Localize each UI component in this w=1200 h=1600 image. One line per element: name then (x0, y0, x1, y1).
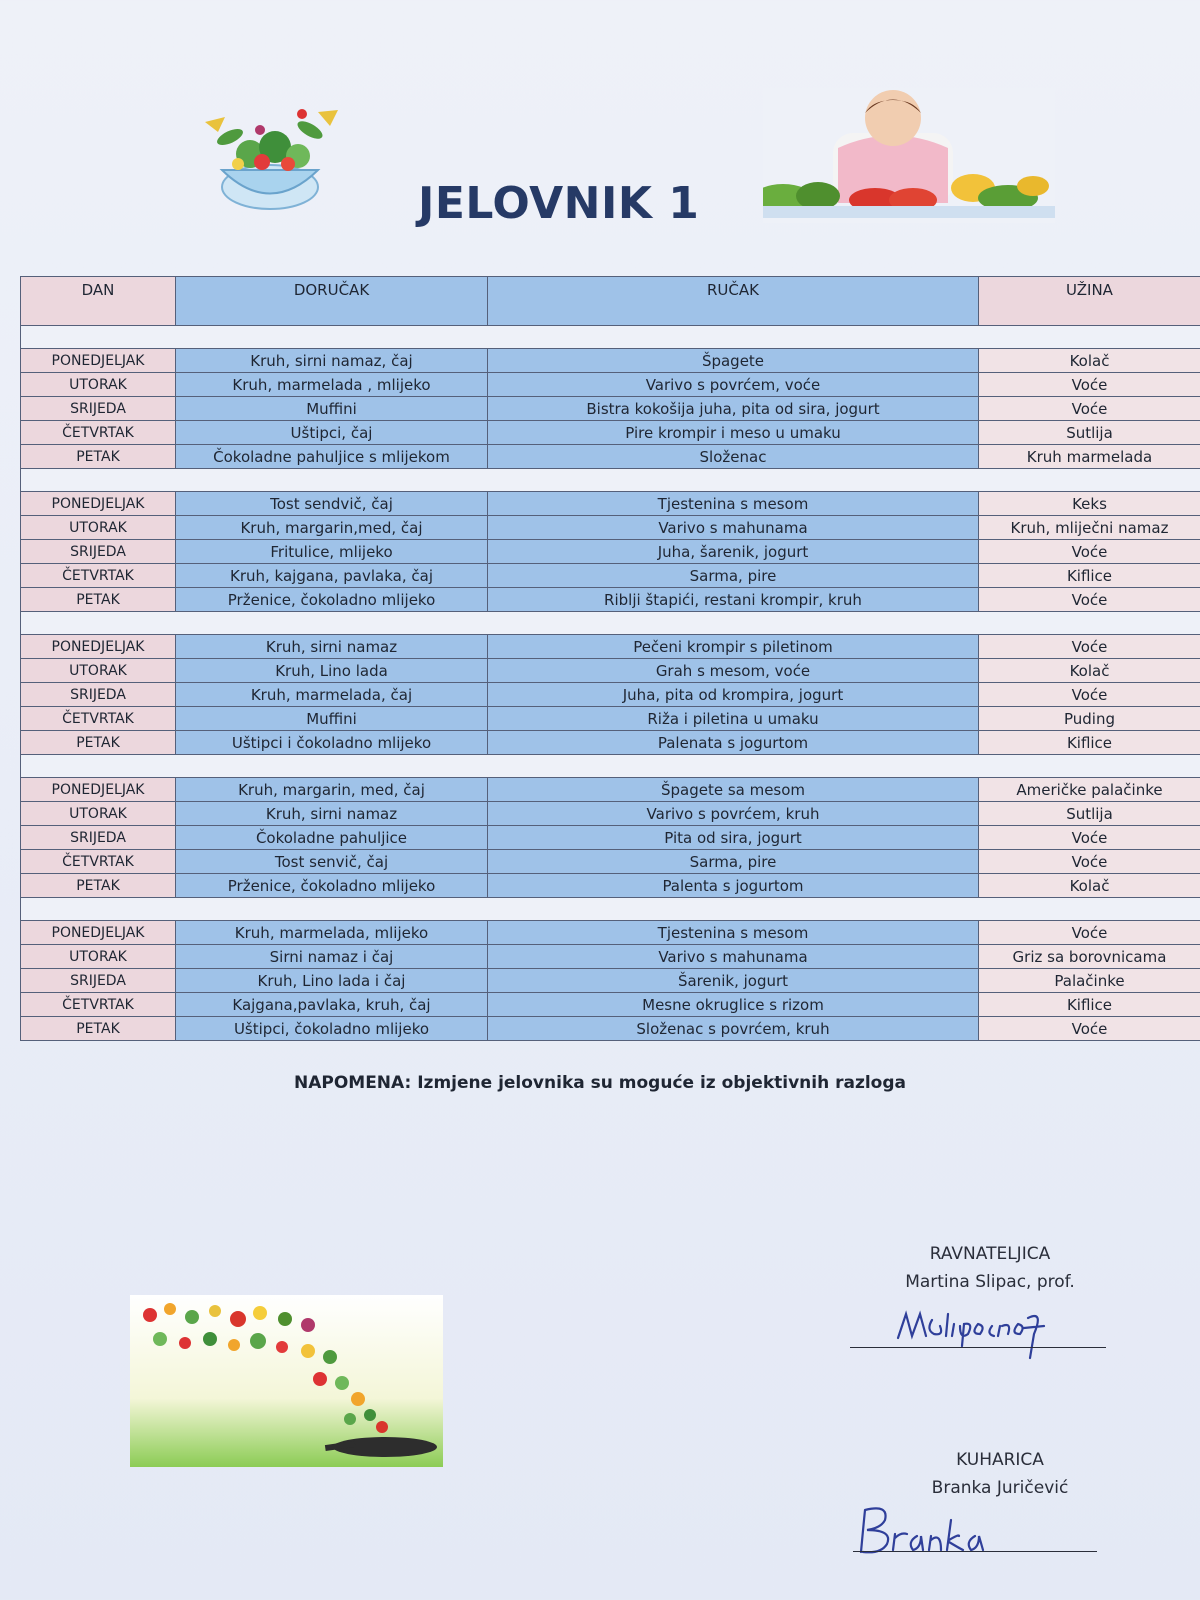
breakfast-cell: Čokoladne pahuljice s mlijekom (176, 445, 488, 469)
lunch-cell: Varivo s povrćem, voće (488, 373, 979, 397)
day-cell: UTORAK (21, 945, 176, 969)
header-dorucak: DORUČAK (176, 277, 488, 326)
table-row (21, 397, 1200, 421)
cook-name: Branka Juričević (931, 1478, 1069, 1498)
table-row (21, 516, 1200, 540)
day-cell: UTORAK (21, 373, 176, 397)
director-role: RAVNATELJICA (929, 1244, 1051, 1264)
lunch-cell: Šarenik, jogurt (488, 969, 979, 993)
lunch-cell: Varivo s mahunama (488, 945, 979, 969)
snack-cell: Voće (979, 588, 1200, 612)
lunch-cell: Pečeni krompir s piletinom (488, 635, 979, 659)
breakfast-cell: Sirni namaz i čaj (176, 945, 488, 969)
snack-cell: Kruh, mliječni namaz (979, 516, 1200, 540)
director-block (870, 1240, 1110, 1296)
day-cell: PONEDJELJAK (21, 349, 176, 373)
table-row (21, 659, 1200, 683)
snack-cell: Kiflice (979, 731, 1200, 755)
week-separator (21, 898, 1200, 921)
snack-cell: Voće (979, 540, 1200, 564)
breakfast-cell: Uštipci i čokoladno mlijeko (176, 731, 488, 755)
snack-cell: Kiflice (979, 564, 1200, 588)
salad-bowl-image (190, 92, 350, 217)
snack-cell: Sutlija (979, 802, 1200, 826)
day-cell: PETAK (21, 588, 176, 612)
table-row (21, 373, 1200, 397)
lunch-cell: Složenac (488, 445, 979, 469)
table-row (21, 707, 1200, 731)
separator-cell (21, 898, 1200, 921)
snack-cell: Kolač (979, 349, 1200, 373)
lunch-cell: Sarma, pire (488, 564, 979, 588)
day-cell: SRIJEDA (21, 969, 176, 993)
table-row (21, 421, 1200, 445)
snack-cell: Voće (979, 683, 1200, 707)
table-row (21, 945, 1200, 969)
breakfast-cell: Kruh, marmelada, mlijeko (176, 921, 488, 945)
table-header-row (21, 277, 1200, 326)
day-cell: UTORAK (21, 516, 176, 540)
table-row (21, 874, 1200, 898)
week-separator (21, 755, 1200, 778)
header-uzina: UŽINA (979, 277, 1200, 326)
menu-table (20, 276, 1200, 1041)
snack-cell: Keks (979, 492, 1200, 516)
day-cell: PETAK (21, 1017, 176, 1041)
day-cell: ČETVRTAK (21, 850, 176, 874)
day-cell: SRIJEDA (21, 683, 176, 707)
lunch-cell: Tjestenina s mesom (488, 492, 979, 516)
snack-cell: Kruh marmelada (979, 445, 1200, 469)
snack-cell: Američke palačinke (979, 778, 1200, 802)
director-signature-line (850, 1347, 1106, 1348)
lunch-cell: Juha, šarenik, jogurt (488, 540, 979, 564)
snack-cell: Voće (979, 635, 1200, 659)
director-name: Martina Slipac, prof. (905, 1272, 1075, 1292)
breakfast-cell: Fritulice, mlijeko (176, 540, 488, 564)
vegetables-pan-image (130, 1295, 443, 1467)
breakfast-cell: Tost sendvič, čaj (176, 492, 488, 516)
table-row (21, 564, 1200, 588)
header-rucak: RUČAK (488, 277, 979, 326)
separator-cell (21, 755, 1200, 778)
breakfast-cell: Uštipci, čokoladno mlijeko (176, 1017, 488, 1041)
breakfast-cell: Kruh, Lino lada i čaj (176, 969, 488, 993)
lunch-cell: Varivo s povrćem, kruh (488, 802, 979, 826)
table-row (21, 778, 1200, 802)
breakfast-cell: Kruh, sirni namaz (176, 802, 488, 826)
day-cell: UTORAK (21, 802, 176, 826)
lunch-cell: Mesne okruglice s rizom (488, 993, 979, 1017)
lunch-cell: Složenac s povrćem, kruh (488, 1017, 979, 1041)
lunch-cell: Palenta s jogurtom (488, 874, 979, 898)
table-row (21, 993, 1200, 1017)
table-row (21, 588, 1200, 612)
table-row (21, 683, 1200, 707)
snack-cell: Voće (979, 1017, 1200, 1041)
table-row (21, 445, 1200, 469)
lunch-cell: Bistra kokošija juha, pita od sira, jogurt (488, 397, 979, 421)
table-row (21, 826, 1200, 850)
breakfast-cell: Kruh, Lino lada (176, 659, 488, 683)
day-cell: PETAK (21, 445, 176, 469)
page-title: JELOVNIK 1 (418, 178, 700, 229)
breakfast-cell: Prženice, čokoladno mlijeko (176, 588, 488, 612)
breakfast-cell: Uštipci, čaj (176, 421, 488, 445)
day-cell: PETAK (21, 874, 176, 898)
day-cell: PONEDJELJAK (21, 921, 176, 945)
note (0, 1073, 1200, 1093)
breakfast-cell: Kruh, margarin, med, čaj (176, 778, 488, 802)
breakfast-cell: Kruh, kajgana, pavlaka, čaj (176, 564, 488, 588)
breakfast-cell: Muffini (176, 397, 488, 421)
separator-cell (21, 612, 1200, 635)
lunch-cell: Tjestenina s mesom (488, 921, 979, 945)
separator-cell (21, 469, 1200, 492)
snack-cell: Voće (979, 373, 1200, 397)
snack-cell: Kiflice (979, 993, 1200, 1017)
table-row (21, 492, 1200, 516)
breakfast-cell: Tost senvič, čaj (176, 850, 488, 874)
lunch-cell: Pire krompir i meso u umaku (488, 421, 979, 445)
lunch-cell: Sarma, pire (488, 850, 979, 874)
table-row (21, 1017, 1200, 1041)
day-cell: ČETVRTAK (21, 993, 176, 1017)
day-cell: PONEDJELJAK (21, 492, 176, 516)
day-cell: SRIJEDA (21, 540, 176, 564)
lunch-cell: Juha, pita od krompira, jogurt (488, 683, 979, 707)
table-row (21, 731, 1200, 755)
day-cell: UTORAK (21, 659, 176, 683)
table-row (21, 349, 1200, 373)
lunch-cell: Varivo s mahunama (488, 516, 979, 540)
lunch-cell: Riblji štapići, restani krompir, kruh (488, 588, 979, 612)
day-cell: PONEDJELJAK (21, 778, 176, 802)
table-row (21, 850, 1200, 874)
note-label: NAPOMENA: (293, 1073, 412, 1093)
breakfast-cell: Kruh, sirni namaz, čaj (176, 349, 488, 373)
table-row (21, 969, 1200, 993)
snack-cell: Palačinke (979, 969, 1200, 993)
child-cooking-image (763, 88, 1055, 223)
day-cell: ČETVRTAK (21, 421, 176, 445)
lunch-cell: Špagete sa mesom (488, 778, 979, 802)
day-cell: ČETVRTAK (21, 707, 176, 731)
breakfast-cell: Kruh, margarin,med, čaj (176, 516, 488, 540)
lunch-cell: Špagete (488, 349, 979, 373)
cook-signature-line (853, 1551, 1097, 1552)
week-separator (21, 326, 1200, 349)
snack-cell: Voće (979, 850, 1200, 874)
breakfast-cell: Kruh, marmelada, čaj (176, 683, 488, 707)
day-cell: PONEDJELJAK (21, 635, 176, 659)
snack-cell: Sutlija (979, 421, 1200, 445)
snack-cell: Voće (979, 826, 1200, 850)
separator-cell (21, 326, 1200, 349)
snack-cell: Voće (979, 397, 1200, 421)
breakfast-cell: Kajgana,pavlaka, kruh, čaj (176, 993, 488, 1017)
snack-cell: Kolač (979, 874, 1200, 898)
snack-cell: Puding (979, 707, 1200, 731)
snack-cell: Voće (979, 921, 1200, 945)
breakfast-cell: Čokoladne pahuljice (176, 826, 488, 850)
breakfast-cell: Kruh, sirni namaz (176, 635, 488, 659)
breakfast-cell: Kruh, marmelada , mlijeko (176, 373, 488, 397)
director-signature (848, 1300, 1108, 1370)
cook-block (880, 1446, 1120, 1502)
week-separator (21, 612, 1200, 635)
cook-role: KUHARICA (956, 1450, 1044, 1470)
week-separator (21, 469, 1200, 492)
header-dan: DAN (21, 277, 176, 326)
table-row (21, 921, 1200, 945)
note-text: Izmjene jelovnika su moguće iz objektivnih razloga (411, 1073, 907, 1093)
breakfast-cell: Muffini (176, 707, 488, 731)
lunch-cell: Riža i piletina u umaku (488, 707, 979, 731)
snack-cell: Kolač (979, 659, 1200, 683)
lunch-cell: Pita od sira, jogurt (488, 826, 979, 850)
breakfast-cell: Prženice, čokoladno mlijeko (176, 874, 488, 898)
table-row (21, 635, 1200, 659)
day-cell: SRIJEDA (21, 826, 176, 850)
day-cell: ČETVRTAK (21, 564, 176, 588)
table-row (21, 802, 1200, 826)
snack-cell: Griz sa borovnicama (979, 945, 1200, 969)
lunch-cell: Grah s mesom, voće (488, 659, 979, 683)
day-cell: SRIJEDA (21, 397, 176, 421)
lunch-cell: Palenata s jogurtom (488, 731, 979, 755)
table-row (21, 540, 1200, 564)
day-cell: PETAK (21, 731, 176, 755)
